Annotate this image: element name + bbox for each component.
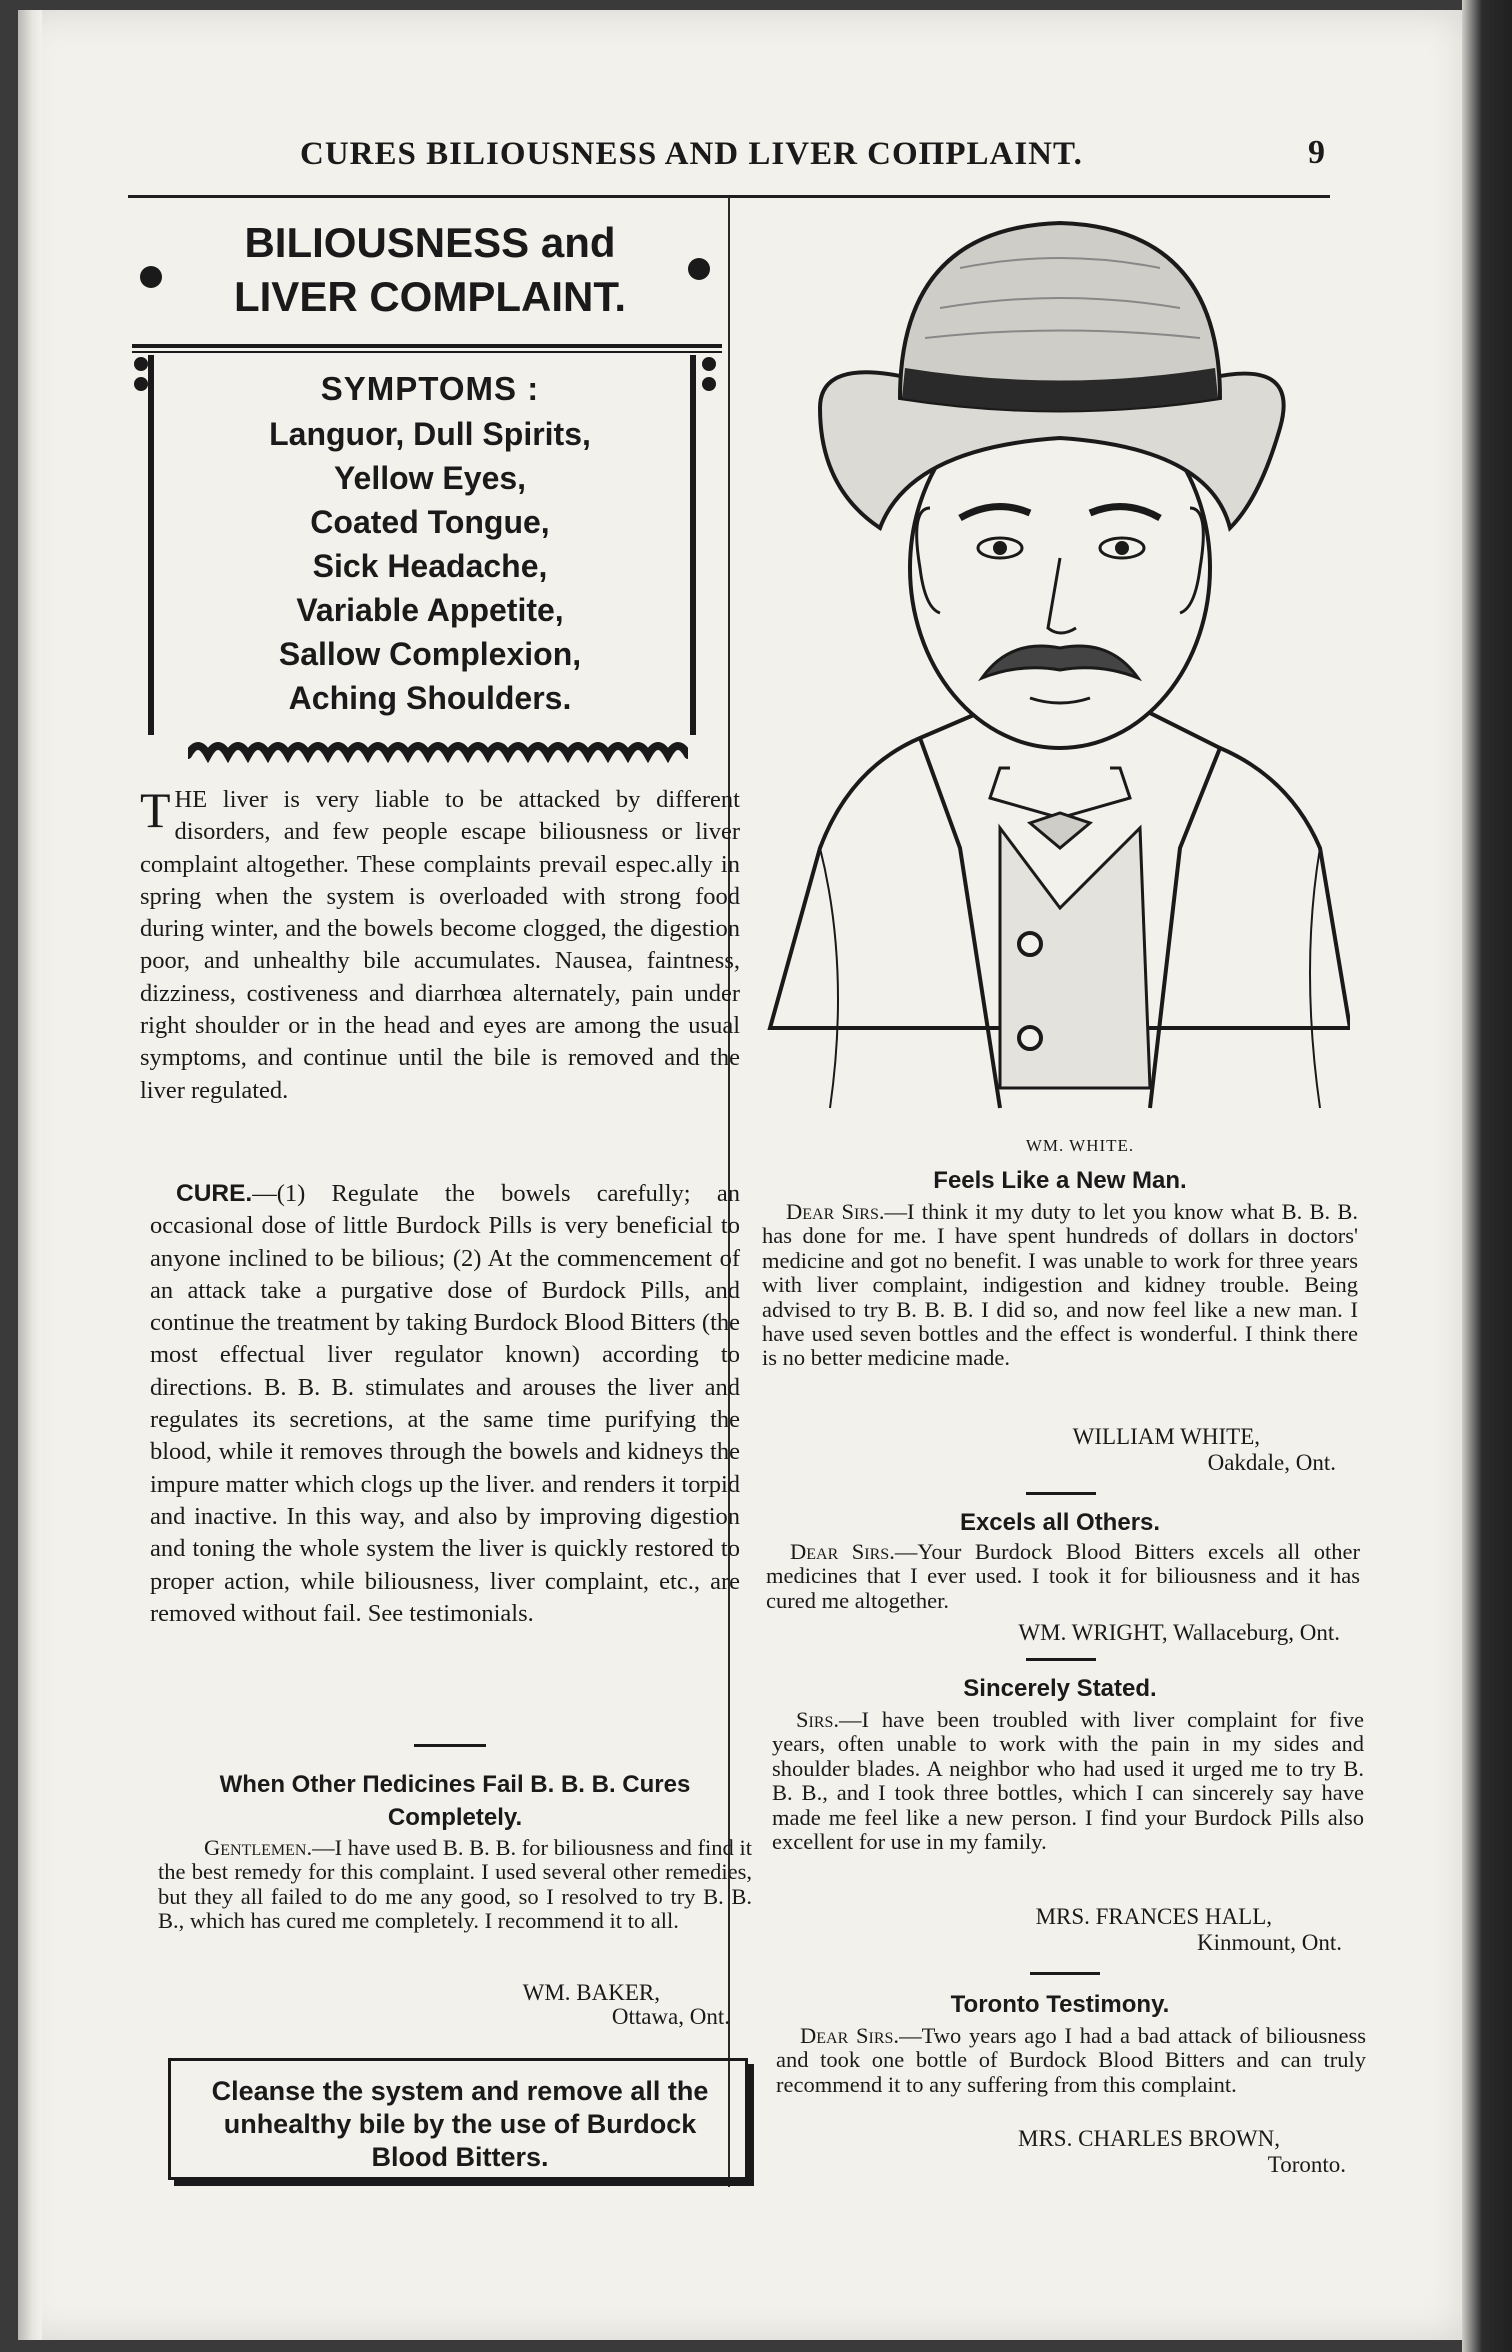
symptoms-frame-left <box>130 355 154 735</box>
left-testimonial-body <box>158 1836 752 1934</box>
portrait-caption: WM. WHITE. <box>1025 1136 1135 1155</box>
left-testimonial-headline: When Other Пedicines Fail B. B. B. Cures Completely. <box>219 1771 691 1831</box>
salutation: Sirs. <box>796 1707 840 1732</box>
testimonial-name: MRS. FRANCES HALL, <box>1035 1904 1272 1929</box>
symptoms-frame-right <box>690 355 714 735</box>
frame-dot <box>702 357 716 371</box>
testimonial-place: Oakdale, Ont. <box>1207 1450 1336 1475</box>
testimonial-place: Toronto. <box>1267 2152 1346 2177</box>
intro-text: HE liver is very liable to be attacked by different disorders, and few people escape biliousness or liver complaint altogether. These complaints prevail espec.ally in spring when the system is overloaded with strong food during winter, and the bowels become clogged, the digestion poor, and unhealthy bile accumulates. Nausea, faintness, dizziness, costiveness and diarrhœa alternately, pain under right shoulder or in the head and eyes are among the usual symptoms, and continue until the bile is removed and the liver regulated. <box>140 786 740 1104</box>
separator-rule <box>1030 1972 1100 1975</box>
ornamental-wave <box>188 733 688 763</box>
symptom-item: Yellow Eyes, <box>333 460 527 496</box>
separator-rule <box>414 1744 486 1747</box>
section-title-line1: BILIOUSNESS and <box>244 219 616 266</box>
letter-text: —Your Burdock Blood Bitters excels all other medicines that I ever used. I took it for biliousness and it has cured me altogether. <box>766 1539 1360 1613</box>
left-testimonial-place: Ottawa, Ont. <box>611 2004 730 2029</box>
section-title-line2: LIVER COMPLAINT. <box>233 273 626 320</box>
page-edge-shadow <box>1462 0 1512 2352</box>
page-number: 9 <box>1308 134 1325 171</box>
symptom-item: Aching Shoulders. <box>288 680 572 716</box>
title-rule-thin <box>132 351 722 353</box>
testimonial-headline: Feels Like a New Man. <box>933 1167 1187 1194</box>
testimonial-name: WILLIAM WHITE, <box>1072 1424 1260 1449</box>
binding-fold <box>18 10 42 2340</box>
salutation: Dear Sirs. <box>786 1199 885 1224</box>
testimonial-body <box>776 2024 1366 2097</box>
salutation: Dear Sirs. <box>790 1539 895 1564</box>
title-bullet-left <box>140 266 162 288</box>
symptom-item: Sallow Complexion, <box>278 636 582 672</box>
testimonial-headline: Sincerely Stated. <box>963 1675 1157 1702</box>
cure-paragraph <box>150 1178 740 1630</box>
testimonial-name: WM. WRIGHT, Wallaceburg, Ont. <box>1018 1620 1340 1645</box>
title-rule-thick <box>132 344 722 348</box>
salutation: Gentlemen. <box>204 1835 313 1860</box>
testimonial-headline: Toronto Testimony. <box>950 1991 1170 2018</box>
symptoms-title: SYMPTOMS : <box>320 370 540 407</box>
portrait-engraving <box>760 208 1350 1138</box>
frame-dot <box>134 357 148 371</box>
running-head: CURES BILIOUSNESS AND LIVER COПPLAINT. <box>300 136 1083 172</box>
separator-rule <box>1026 1658 1096 1661</box>
salutation: Dear Sirs. <box>800 2023 900 2048</box>
letter-text: —I have been troubled with liver complaint for five years, often unable to work with the pain in my sides and shoulder blades. A neighbor who had used it urged me to try B. B. B., and I took three bottles, which I can sincerely say have made me feel like a new person. I find your Burdock Pills also excellent for use in my family. <box>772 1707 1364 1855</box>
frame-dot <box>134 377 148 391</box>
left-testimonial-name: WM. BAKER, <box>522 1980 660 2005</box>
intro-paragraph <box>140 784 740 1107</box>
cleanse-callout-box: Cleanse the system and remove all the unhealthy bile by the use of Burdock Blood Bitters. <box>168 2058 748 2180</box>
letter-text: —I think it my duty to let you know what B. B. B. has done for me. I have spent hundreds of dollars in doctors' medicine and got no benefit. I was unable to work for three years with liver complaint, indigestion and kidney trouble. Being advised to try B. B. B. I did so, and now feel like a new man. I have used seven bottles and the effect is wonderful. I think there is no better medicine made. <box>762 1199 1358 1371</box>
testimonial-name: MRS. CHARLES BROWN, <box>1018 2126 1280 2151</box>
testimonial-body <box>772 1708 1364 1854</box>
testimonial-body <box>766 1540 1360 1613</box>
drop-cap: T <box>140 782 171 838</box>
cure-label: CURE. <box>176 1180 253 1207</box>
symptom-item: Variable Appetite, <box>296 592 564 628</box>
separator-rule <box>1026 1492 1096 1495</box>
symptom-item: Coated Tongue, <box>310 504 550 540</box>
testimonial-body <box>762 1200 1358 1371</box>
symptom-item: Languor, Dull Spirits, <box>269 416 591 452</box>
testimonial-place: Kinmount, Ont. <box>1196 1930 1342 1955</box>
symptoms-box <box>170 366 690 720</box>
cure-text: —(1) Regulate the bowels carefully; an occasional dose of little Burdock Pills is very beneficial to anyone inclined to be bilious; (2) At the commencement of an attack take a purgative dose of Burdock Pills, and continue the treatment by taking Burdock Blood Bitters (the most effectual liver regulator known) according to directions. B. B. B. stimulates and arouses the liver and regulates its secretions, at the same time purifying the blood, while it removes through the bowels and kidneys the impure matter which clogs up the liver. and renders it torpid and inactive. In this way, and also by improving digestion and toning the whole system the liver is quickly restored to proper action, while biliousness, liver complaint, etc., are removed without fail. See testimonials. <box>150 1180 740 1627</box>
frame-dot <box>702 377 716 391</box>
symptom-item: Sick Headache, <box>312 548 548 584</box>
section-title <box>160 216 700 324</box>
letter-text: —Two years ago I had a bad attack of biliousness and took one bottle of Burdock Blood Bitters and can truly recommend it to any suffering from this complaint. <box>776 2023 1366 2097</box>
testimonial-headline: Excels all Others. <box>959 1509 1161 1536</box>
letter-text: —I have used B. B. B. for biliousness and find it the best remedy for this complaint. I used several other remedies, but they all failed to do me any good, so I resolved to try B. B. B., which has cured me completely. I recommend it to all. <box>158 1835 752 1934</box>
